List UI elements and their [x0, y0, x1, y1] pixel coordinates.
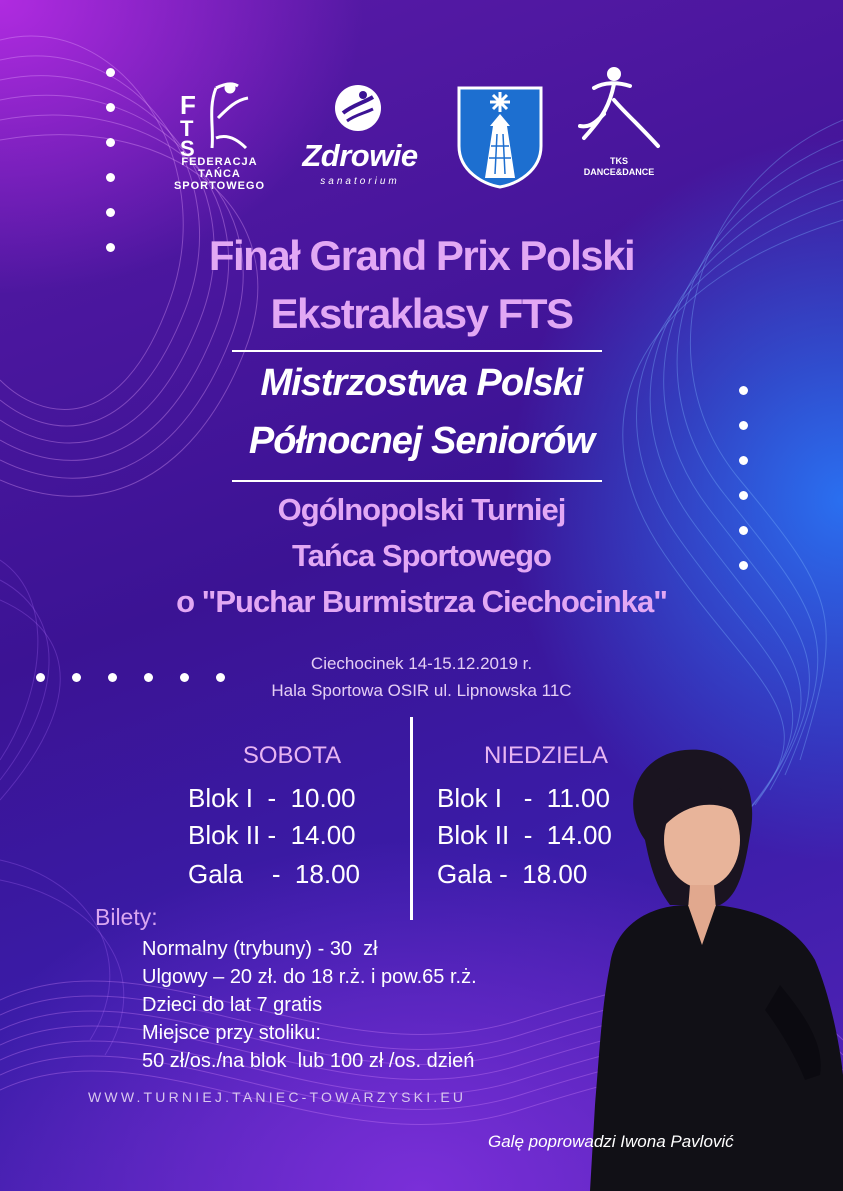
saturday-row-2: Blok II - 14.00 [188, 820, 356, 850]
svg-text:S: S [180, 136, 195, 156]
ticket-item-2: Ulgowy – 20 zł. do 18 r.ż. i pow.65 r.ż. [142, 966, 477, 988]
saturday-row-3: Gala - 18.00 [188, 859, 360, 889]
saturday-row-1: Blok I - 10.00 [188, 783, 356, 813]
host-caption: Galę poprowadzi Iwona Pavlović [488, 1132, 734, 1151]
saturday-label: SOBOTA [242, 742, 342, 769]
tks-dance-logo [574, 66, 664, 191]
title-line-7: o "Puchar Burmistrza Ciechocinka" [176, 584, 667, 619]
fts-line-2: TAŃCA [198, 168, 241, 180]
tks-line-1: TKS [610, 156, 628, 166]
host-photo [590, 745, 843, 1191]
zdrowie-logo [290, 83, 430, 193]
svg-text:T: T [180, 116, 194, 141]
fts-initials-f: F [180, 90, 196, 120]
title-line-1: Finał Grand Prix Polski [208, 232, 635, 279]
title-line-3: Mistrzostwa Polski [260, 362, 583, 404]
title-line-6: Tańca Sportowego [291, 538, 551, 573]
title-line-4: Północnej Seniorów [248, 420, 595, 462]
fts-line-3: SPORTOWEGO [173, 180, 266, 192]
zdrowie-circle-icon [333, 83, 383, 133]
tickets-title: Bilety: [95, 904, 158, 930]
ticket-item-3: Dzieci do lat 7 gratis [142, 994, 323, 1016]
fts-logo [172, 78, 267, 196]
zdrowie-sub: sanatorium [320, 176, 400, 187]
zdrowie-name: Zdrowie [302, 138, 418, 173]
website-link[interactable]: WWW.TURNIEJ.TANIEC-TOWARZYSKI.EU [88, 1089, 467, 1105]
ticket-item-4: Miejsce przy stoliku: [142, 1022, 321, 1044]
sunday-label: NIEDZIELA [483, 742, 609, 769]
ticket-item-1: Normalny (trybuny) - 30 zł [142, 938, 378, 960]
sunday-row-3: Gala - 18.00 [437, 859, 588, 889]
event-venue: Hala Sportowa OSIR ul. Lipnowska 11C [271, 681, 572, 700]
coat-of-arms-icon [457, 86, 543, 189]
fts-line-1: FEDERACJA [181, 156, 258, 168]
event-date: Ciechocinek 14-15.12.2019 r. [310, 654, 533, 673]
fts-dancer-icon [172, 78, 267, 156]
divider-bottom [232, 480, 602, 482]
title-line-2: Ekstraklasy FTS [270, 290, 573, 337]
sunday-row-1: Blok I - 11.00 [437, 783, 610, 813]
schedule-divider [410, 717, 413, 920]
divider-top [232, 350, 602, 352]
title-line-5: Ogólnopolski Turniej [277, 492, 566, 527]
tks-dancer-icon [574, 66, 664, 151]
sunday-row-2: Blok II - 14.00 [437, 820, 612, 850]
tks-line-2: DANCE&DANCE [583, 167, 655, 177]
dots-left-decoration [106, 68, 115, 252]
ticket-item-5: 50 zł/os./na blok lub 100 zł /os. dzień [142, 1050, 475, 1072]
